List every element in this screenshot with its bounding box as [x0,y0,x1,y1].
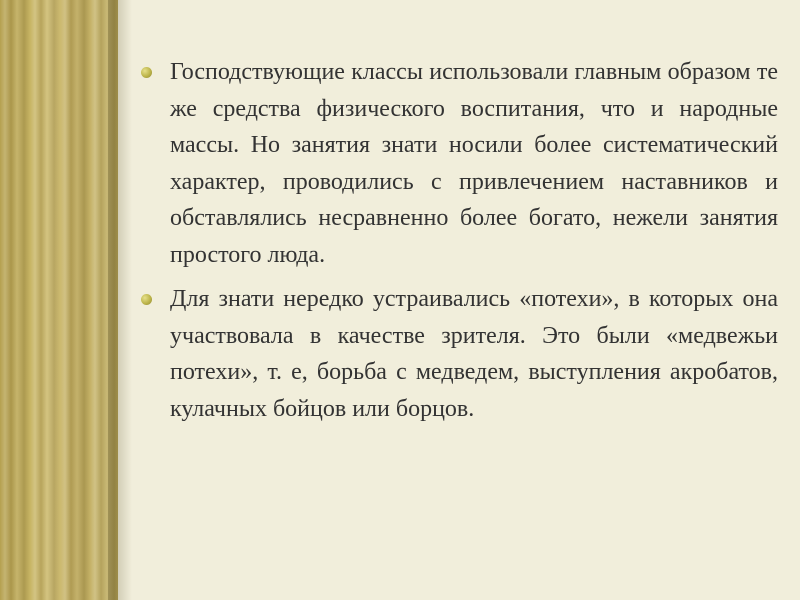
bullet-text-2: Для знати нередко устраивались «потехи», в которых она участвовала в качестве зрителя. Это были «медвежьи потехи», т. е, борьба с медведем, выступления акробатов, кулачных бойцов или борцов. [170,286,778,422]
bullet-item-2 [136,281,778,427]
decorative-curtain [0,0,118,600]
curtain-shadow [108,0,132,600]
bullet-dot-icon [141,294,152,305]
bullet-text-1: Господствующие классы использовали главным образом те же средства физического воспитания, что и народные массы. Но занятия знати носили более систематический характер, проводились с привлечением наставников и обставлялись несравненно более богато, нежели занятия простого люда. [170,59,778,268]
bullet-list [136,54,778,435]
bullet-item-1 [136,54,778,273]
bullet-dot-icon [141,67,152,78]
